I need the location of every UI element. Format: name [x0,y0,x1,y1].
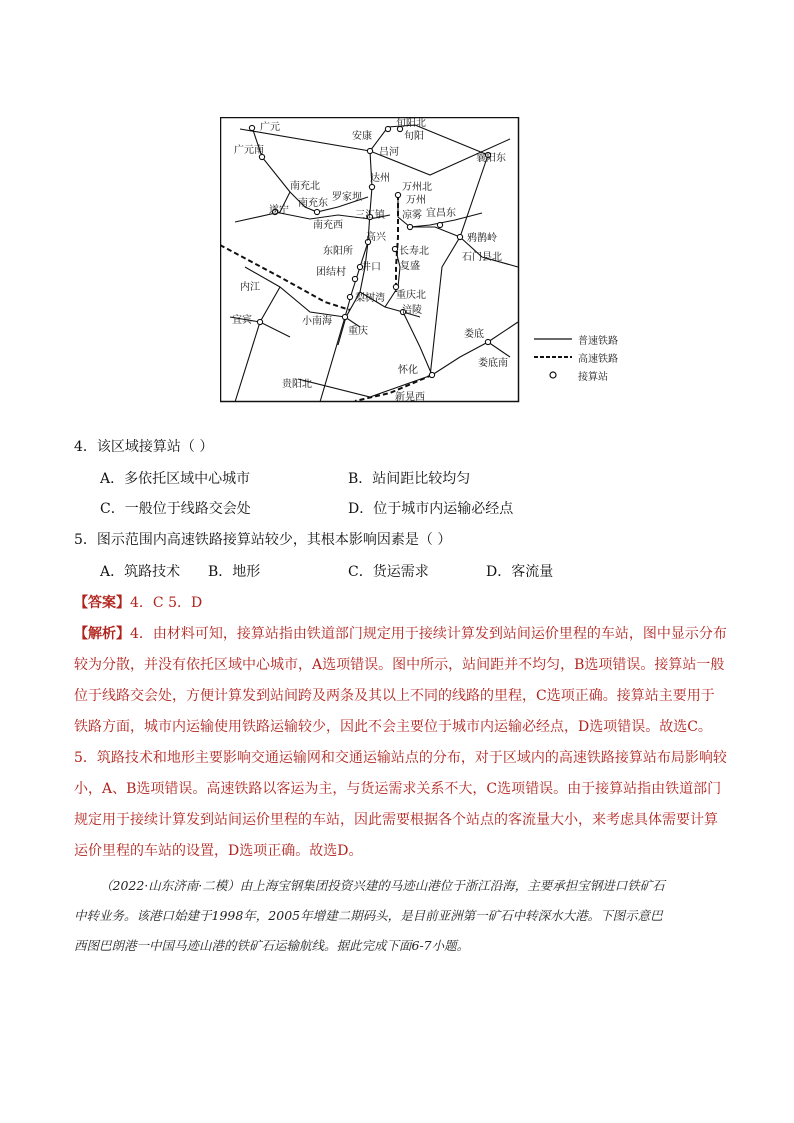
label-fusheng: 复盛 [400,261,420,272]
label-guangyuan: 广元 [260,122,280,133]
label-dazhou: 达州 [370,173,390,184]
legend-station [534,368,664,384]
question-4-stem: 4．该区域接算站（ ） [74,439,214,455]
station-marker [437,222,442,227]
railway-map [220,117,520,403]
answer-text: 4．C 5．D [130,595,203,611]
analysis-line-4: 铁路方面，城市内运输使用铁路运输较少，因此不会主要位于城市内运输必经点，D选项错误。故选C。 [74,719,712,735]
label-chongqing: 重庆 [348,326,368,337]
legend-normal [534,332,664,348]
analysis-line-3: 位于线路交会处，方便计算发到站间跨及两条及其以上不同的线路的里程，C选项正确。接算站主要用于 [74,688,715,704]
station-marker [367,148,372,153]
analysis-line-7: 规定用于接续计算发到站间运价里程的车站，因此需要根据各个站点的客流量大小，来考虑具体需要计算 [74,812,718,828]
analysis-tag: 【解析】 [74,626,130,642]
label-yibin: 宜宾 [232,315,252,326]
label-xunyangbei: 旬阳北 [396,118,426,129]
station-marker [393,284,398,289]
label-jingkou: 井口 [361,262,381,273]
label-liangwu: 凉雾 [402,210,422,221]
question-5-option-b: B．地形 [208,564,261,580]
label-chongqingbei: 重庆北 [396,290,426,301]
label-guiyangbei: 贵阳北 [282,379,312,390]
label-suining: 遂宁 [269,205,289,216]
question-4-option-d: D．位于城市内运输必经点 [348,501,514,517]
station-marker [385,126,390,131]
legend-normal-label: 普速铁路 [578,336,618,347]
label-xunyang: 旬阳 [404,131,424,142]
label-nanchongxi: 南充西 [313,220,343,231]
station-marker [314,209,319,214]
label-xiangyangdong: 襄阳东 [476,153,506,164]
label-yaqueling: 鸦鹊岭 [467,233,497,244]
analysis-line-1 [74,623,727,643]
label-shimenxianbei: 石门县北 [462,252,502,263]
label-lvhe: 吕河 [379,147,399,158]
label-xiaonanhai: 小南海 [302,316,332,327]
station-marker [347,294,352,299]
label-guangyuannan: 广元南 [234,145,264,156]
label-changshoubei: 长寿北 [399,246,429,257]
station-marker [485,339,490,344]
label-sanhuizhen: 三汇镇 [355,210,385,221]
material-line-1: （2022·山东济南·二模）由上海宝钢集团投资兴建的马迹山港位于浙江沿海，主要承担宝钢进口铁矿石 [100,878,665,893]
material-line-2: 中转业务。该港口始建于1998年，2005年增建二期码头，是目前亚洲第一矿石中转深水大港。下图示意巴 [74,908,663,923]
question-4-option-c: C．一般位于线路交会处 [100,501,251,517]
answer-tag: 【答案】 [74,595,130,611]
label-loudinan: 娄底南 [478,358,508,369]
analysis-line-2: 较为分散，并没有依托区域中心城市，A选项错误。图中所示，站间距并不均匀，B选项错误。接算站一般 [74,657,725,673]
label-wanzhou: 万州 [406,195,426,206]
label-xinhuangxi: 新晃西 [395,392,425,403]
question-5-stem: 5．图示范围内高速铁路接算站较少，其根本影响因素是（ ） [74,532,452,548]
question-5-option-d: D．客流量 [486,564,554,580]
station-marker [407,224,412,229]
station-marker [429,372,434,377]
legend-highspeed-label: 高速铁路 [578,354,618,365]
label-ankang: 安康 [352,131,372,142]
label-yichangdong: 宜昌东 [426,208,456,219]
label-luojiaba: 罗家坝 [332,192,362,203]
analysis-line-6: 小，A、B选项错误。高速铁路以客运为主，与货运需求关系不大，C选项错误。由于接算站指由铁道部门 [74,781,722,797]
label-tuanjiecun: 团结村 [316,267,346,278]
station-marker [369,184,374,189]
label-nanchongdong: 南充东 [298,198,328,209]
station-marker [352,276,357,281]
analysis-text-1: 4．由材料可知，接算站指由铁道部门规定用于接续计算发到站间运价里程的车站，图中显示分布 [130,626,727,642]
analysis-line-8: 运价里程的车站的设置，D选项正确。故选D。 [74,843,363,859]
label-dongyangsuo: 东阳所 [323,246,353,257]
question-5-option-c: C．货运需求 [348,564,429,580]
station-marker [392,246,397,251]
label-nanchongbei: 南充北 [290,181,320,192]
question-4-option-b: B．站间距比较均匀 [348,471,471,487]
station-marker [457,234,462,239]
label-fuling: 涪陵 [402,305,422,316]
question-4-option-a: A．多依托区域中心城市 [100,471,251,487]
station-marker [249,125,254,130]
label-lishuwan: 梨树湾 [355,293,385,304]
legend-station-label: 接算站 [578,372,608,383]
label-neijiang: 内江 [240,282,260,293]
station-marker [395,192,400,197]
material-line-3: 西图巴朗港一中国马迹山港的铁矿石运输航线。据此完成下面6-7小题。 [74,938,470,953]
label-wanzhoubei: 万州北 [402,182,432,193]
map-legend [534,330,664,390]
label-huaihua: 怀化 [398,365,418,376]
label-loudi: 娄底 [464,329,484,340]
station-marker [342,314,347,319]
answer-line [74,592,202,612]
legend-highspeed [534,350,664,366]
label-gaoxing: 高兴 [366,232,386,243]
station-marker [257,319,262,324]
analysis-line-5: 5．筑路技术和地形主要影响交通运输网和交通运输站点的分布，对于区域内的高速铁路接算站布局影响较 [74,750,727,766]
question-5-option-a: A．筑路技术 [100,564,181,580]
